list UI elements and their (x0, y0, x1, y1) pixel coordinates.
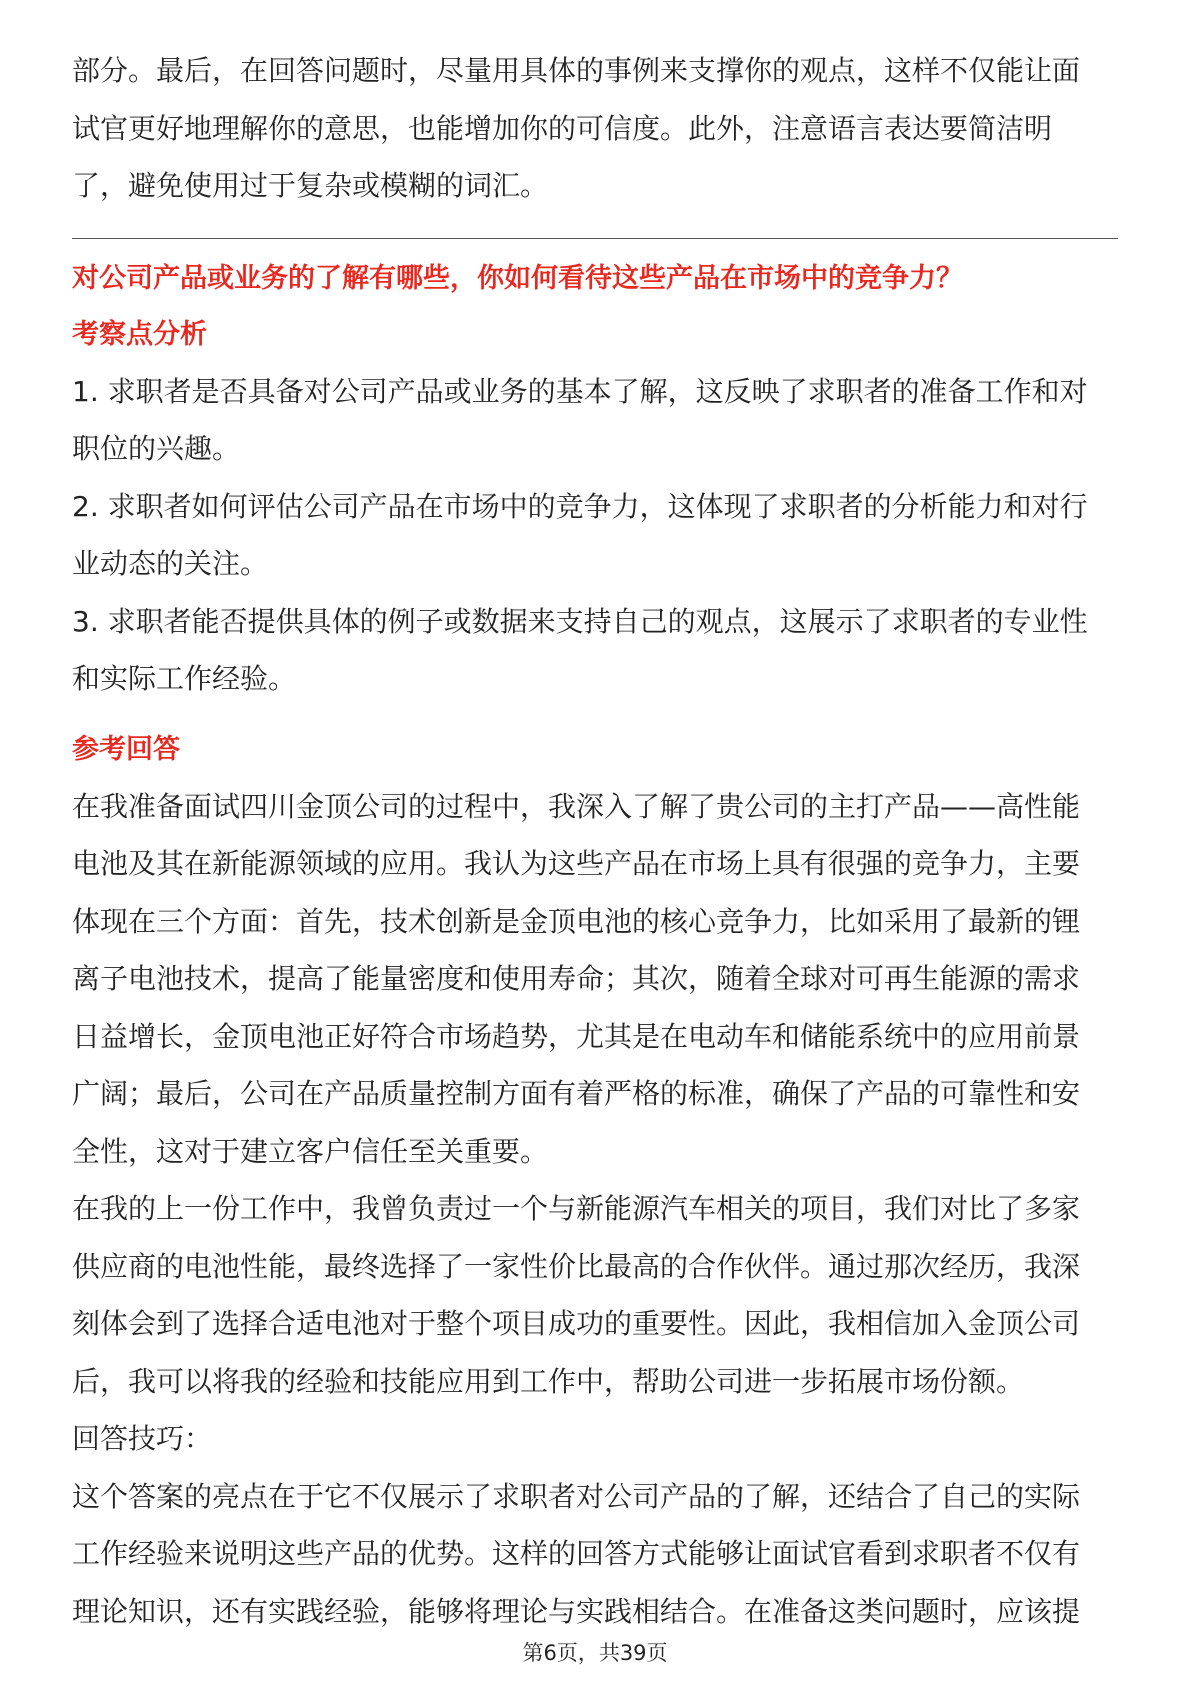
text-line: 了，避免使用过于复杂或模糊的词汇。 (72, 169, 549, 202)
intro-paragraph (72, 42, 1118, 215)
text-line: 业动态的关注。 (72, 547, 269, 580)
text-line: 日益增长，金顶电池正好符合市场趋势，尤其是在电动车和储能系统中的应用前景 (72, 1019, 1081, 1053)
text-line: 理论知识，还有实践经验，能够将理论与实践相结合。在准备这类问题时，应该提 (72, 1594, 1081, 1628)
text-line: 工作经验来说明这些产品的优势。这样的回答方式能够让面试官看到求职者不仅有 (72, 1537, 1081, 1570)
text-line: 1. 求职者是否具备对公司产品或业务的基本了解，这反映了求职者的准备工作和对 (72, 374, 1088, 408)
text-line: 在我的上一份工作中，我曾负责过一个与新能源汽车相关的项目，我们对比了多家 (72, 1192, 1081, 1225)
text-line: 电池及其在新能源领域的应用。我认为这些产品在市场上具有很强的竞争力，主要 (72, 847, 1081, 880)
analysis-point (72, 478, 1118, 593)
analysis-point (72, 363, 1118, 478)
reference-paragraph (72, 1180, 1118, 1410)
text-line: 广阔；最后，公司在产品质量控制方面有着严格的标准，确保了产品的可靠性和安 (72, 1077, 1081, 1110)
text-line: 部分。最后，在回答问题时，尽量用具体的事例来支撑你的观点，这样不仅能让面 (72, 54, 1081, 87)
text-line: 2. 求职者如何评估公司产品在市场中的竞争力，这体现了求职者的分析能力和对行 (72, 489, 1088, 523)
text-line: 后，我可以将我的经验和技能应用到工作中，帮助公司进一步拓展市场份额。 (72, 1364, 1025, 1398)
reference-paragraph (72, 778, 1118, 1181)
text-line: 离子电池技术，提高了能量密度和使用寿命；其次，随着全球对可再生能源的需求 (72, 962, 1081, 995)
document-page (72, 42, 1118, 1640)
analysis-title: 考察点分析 (72, 318, 207, 350)
tips-label: 回答技巧： (72, 1422, 213, 1455)
page-indicator: 第6页，共39页 (522, 1641, 668, 1665)
text-line: 这个答案的亮点在于它不仅展示了求职者对公司产品的了解，还结合了自己的实际 (72, 1479, 1081, 1513)
analysis-point (72, 593, 1118, 708)
tips-paragraph (72, 1468, 1118, 1641)
text-line: 全性，这对于建立客户信任至关重要。 (72, 1134, 549, 1168)
text-line: 试官更好地理解你的意思，也能增加你的可信度。此外，注意语言表达要简洁明 (72, 111, 1053, 145)
text-line: 和实际工作经验。 (72, 662, 297, 695)
question-heading: 对公司产品或业务的了解有哪些，你如何看待这些产品在市场中的竞争力？ (72, 262, 963, 294)
text-line: 3. 求职者能否提供具体的例子或数据来支持自己的观点，这展示了求职者的专业性 (72, 604, 1088, 638)
text-line: 刻体会到了选择合适电池对于整个项目成功的重要性。因此，我相信加入金顶公司 (72, 1307, 1081, 1340)
text-line: 在我准备面试四川金顶公司的过程中，我深入了解了贵公司的主打产品——高性能 (72, 789, 1081, 823)
text-line: 职位的兴趣。 (72, 432, 241, 465)
text-line: 供应商的电池性能，最终选择了一家性价比最高的合作伙伴。通过那次经历，我深 (72, 1249, 1081, 1283)
text-line: 体现在三个方面：首先，技术创新是金顶电池的核心竞争力，比如采用了最新的锂 (72, 904, 1081, 938)
section-divider (72, 238, 1118, 239)
reference-title: 参考回答 (72, 733, 180, 765)
spacer (72, 708, 1118, 722)
